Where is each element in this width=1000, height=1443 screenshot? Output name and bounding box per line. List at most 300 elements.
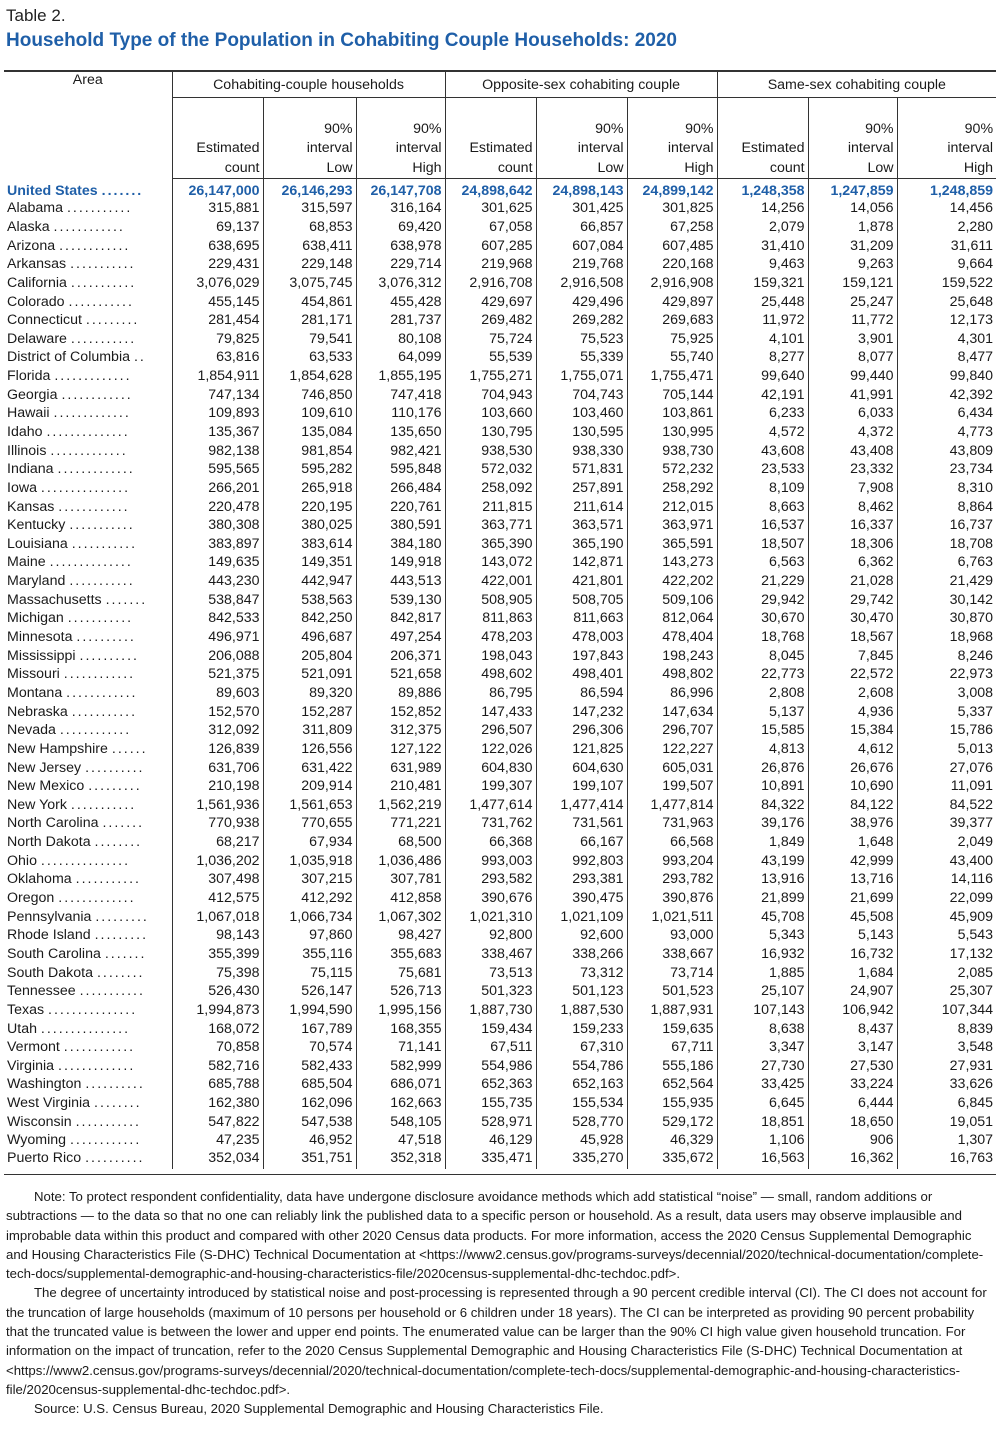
table-cell: 412,575	[172, 889, 263, 908]
table-cell: 99,840	[897, 367, 996, 386]
area-name	[4, 963, 172, 982]
table-cell: 69,137	[172, 218, 263, 237]
table-cell: 498,401	[536, 665, 627, 684]
table-cell: 355,399	[172, 945, 263, 964]
area-label: Alaska	[7, 218, 50, 235]
table-cell: 89,603	[172, 684, 263, 703]
table-cell: 8,246	[897, 646, 996, 665]
table-cell: 126,839	[172, 740, 263, 759]
table-cell: 109,610	[263, 404, 356, 423]
table-cell: 80,108	[356, 329, 445, 348]
table-cell: 3,076,312	[356, 274, 445, 293]
table-cell: 1,994,873	[172, 1001, 263, 1020]
table-cell: 86,594	[536, 684, 627, 703]
table-cell: 421,801	[536, 572, 627, 591]
area-name	[4, 1131, 172, 1150]
area-name	[4, 292, 172, 311]
table-cell: 39,176	[717, 814, 808, 833]
table-row	[4, 404, 996, 423]
table-cell: 4,372	[808, 423, 897, 442]
table-cell: 1,854,628	[263, 367, 356, 386]
area-name	[4, 572, 172, 591]
area-name	[4, 1112, 172, 1131]
table-cell: 412,292	[263, 889, 356, 908]
table-cell: 18,708	[897, 535, 996, 554]
table-row	[4, 646, 996, 665]
table-cell: 135,084	[263, 423, 356, 442]
table-cell: 2,085	[897, 963, 996, 982]
leader-dots: .......	[105, 591, 148, 608]
table-cell: 2,916,508	[536, 274, 627, 293]
area-label: New Jersey	[7, 759, 82, 776]
table-cell: 3,548	[897, 1038, 996, 1057]
table-cell: 1,561,936	[172, 796, 263, 815]
table-cell: 1,307	[897, 1131, 996, 1150]
table-cell: 127,122	[356, 740, 445, 759]
table-cell: 92,600	[536, 926, 627, 945]
leader-dots: ..........	[85, 1076, 145, 1093]
table-cell: 429,496	[536, 292, 627, 311]
leader-dots: ...........	[69, 517, 135, 534]
leader-dots: ............	[58, 498, 130, 515]
leader-dots: ...........	[66, 200, 133, 217]
area-name	[4, 889, 172, 908]
table-cell: 548,105	[356, 1112, 445, 1131]
area-name	[4, 479, 172, 498]
table-cell: 1,036,486	[356, 851, 445, 870]
table-cell: 7,908	[808, 479, 897, 498]
area-label: Kansas	[7, 498, 55, 515]
table-row	[4, 945, 996, 964]
area-name	[4, 907, 172, 926]
area-name	[4, 423, 172, 442]
table-row	[4, 851, 996, 870]
leader-dots: ..........	[76, 629, 136, 646]
area-label: North Dakota	[7, 834, 91, 851]
table-cell: 24,899,142	[627, 179, 717, 200]
table-cell: 70,858	[172, 1038, 263, 1057]
table-row	[4, 236, 996, 255]
table-row	[4, 702, 996, 721]
table-cell: 86,996	[627, 684, 717, 703]
area-name	[4, 684, 172, 703]
table-cell: 18,507	[717, 535, 808, 554]
table-cell: 75,398	[172, 963, 263, 982]
table-cell: 8,477	[897, 348, 996, 367]
table-cell: 6,763	[897, 553, 996, 572]
table-cell: 70,574	[263, 1038, 356, 1057]
table-cell: 1,021,109	[536, 907, 627, 926]
table-cell: 26,147,000	[172, 179, 263, 200]
table-cell: 335,270	[536, 1150, 627, 1169]
leader-dots: .......	[101, 182, 144, 199]
table-cell: 14,056	[808, 199, 897, 218]
table-cell: 21,229	[717, 572, 808, 591]
table-cell: 266,484	[356, 479, 445, 498]
table-cell: 747,418	[356, 385, 445, 404]
table-cell: 42,191	[717, 385, 808, 404]
area-label: Massachusetts	[7, 591, 102, 608]
table-cell: 98,427	[356, 926, 445, 945]
leader-dots: ..........	[85, 1149, 145, 1166]
area-label: California	[7, 274, 67, 291]
table-cell: 363,771	[445, 516, 536, 535]
table-cell: 122,026	[445, 740, 536, 759]
column-header-line: interval	[306, 140, 353, 156]
table-cell: 103,460	[536, 404, 627, 423]
table-cell: 68,217	[172, 833, 263, 852]
leader-dots: ...........	[79, 983, 145, 1000]
table-cell: 811,663	[536, 609, 627, 628]
leader-dots: ............	[59, 722, 132, 739]
table-cell: 41,991	[808, 385, 897, 404]
table-cell: 97,860	[263, 926, 356, 945]
table-cell: 99,640	[717, 367, 808, 386]
table-cell: 15,585	[717, 721, 808, 740]
area-label: Connecticut	[7, 312, 82, 329]
table-cell: 63,816	[172, 348, 263, 367]
area-label: Maryland	[7, 573, 66, 590]
table-cell: 24,898,642	[445, 179, 536, 200]
table-cell: 390,475	[536, 889, 627, 908]
header-group-row	[4, 72, 996, 98]
area-label: New Hampshire	[7, 740, 108, 757]
table-cell: 528,971	[445, 1112, 536, 1131]
table-cell: 99,440	[808, 367, 897, 386]
table-cell: 338,467	[445, 945, 536, 964]
leader-dots: .............	[54, 368, 132, 385]
area-name	[4, 646, 172, 665]
table-cell: 220,195	[263, 497, 356, 516]
table-cell: 982,138	[172, 441, 263, 460]
table-cell: 220,168	[627, 255, 717, 274]
table-cell: 46,952	[263, 1131, 356, 1150]
table-cell: 582,999	[356, 1056, 445, 1075]
table-cell: 1,887,530	[536, 1001, 627, 1020]
table-cell: 6,033	[808, 404, 897, 423]
table-row	[4, 982, 996, 1001]
table-cell: 981,854	[263, 441, 356, 460]
table-cell: 429,897	[627, 292, 717, 311]
table-cell: 21,429	[897, 572, 996, 591]
area-label: Kentucky	[7, 517, 66, 534]
table-cell: 45,909	[897, 907, 996, 926]
area-name	[4, 460, 172, 479]
leader-dots: ..............	[49, 554, 133, 571]
leader-dots: ............	[59, 237, 131, 254]
area-name	[4, 982, 172, 1001]
table-cell: 685,788	[172, 1075, 263, 1094]
table-cell: 1,887,730	[445, 1001, 536, 1020]
area-label: Delaware	[7, 330, 67, 347]
table-row	[4, 870, 996, 889]
table-cell: 652,564	[627, 1075, 717, 1094]
table-cell: 84,122	[808, 796, 897, 815]
table-cell: 66,568	[627, 833, 717, 852]
data-table	[4, 72, 996, 1169]
note-source: Source: U.S. Census Bureau, 2020 Supplemental Demographic and Housing Characteristics File.	[34, 1401, 604, 1417]
area-label: Texas	[7, 1001, 45, 1018]
table-cell: 43,199	[717, 851, 808, 870]
table-cell: 16,537	[717, 516, 808, 535]
table-cell: 45,928	[536, 1131, 627, 1150]
table-cell: 210,481	[356, 777, 445, 796]
table-cell: 103,660	[445, 404, 536, 423]
table-cell: 992,803	[536, 851, 627, 870]
table-cell: 75,724	[445, 329, 536, 348]
table-cell: 1,755,471	[627, 367, 717, 386]
area-label: Pennsylvania	[7, 908, 92, 925]
table-row	[4, 497, 996, 516]
area-label: South Carolina	[7, 945, 101, 962]
table-cell: 42,999	[808, 851, 897, 870]
column-header-line: interval	[847, 140, 894, 156]
table-cell: 2,049	[897, 833, 996, 852]
table-cell: 595,282	[263, 460, 356, 479]
table-cell: 167,789	[263, 1019, 356, 1038]
table-cell: 84,522	[897, 796, 996, 815]
table-cell: 33,626	[897, 1075, 996, 1094]
leader-dots: ...........	[70, 274, 137, 291]
leader-dots: ............	[63, 1039, 136, 1056]
table-cell: 258,092	[445, 479, 536, 498]
leader-dots: ..........	[79, 647, 139, 664]
table-cell: 8,045	[717, 646, 808, 665]
table-row	[4, 1094, 996, 1113]
table-cell: 66,368	[445, 833, 536, 852]
table-cell: 55,539	[445, 348, 536, 367]
table-cell: 209,914	[263, 777, 356, 796]
table-cell: 811,863	[445, 609, 536, 628]
table-cell: 554,986	[445, 1056, 536, 1075]
table-cell: 539,130	[356, 590, 445, 609]
table-cell: 122,227	[627, 740, 717, 759]
leader-dots: ............	[61, 386, 133, 403]
table-cell: 607,485	[627, 236, 717, 255]
table-cell: 422,202	[627, 572, 717, 591]
table-cell: 205,804	[263, 646, 356, 665]
column-header	[263, 98, 356, 179]
table-cell: 501,323	[445, 982, 536, 1001]
table-cell: 293,582	[445, 870, 536, 889]
table-cell: 75,523	[536, 329, 627, 348]
table-cell: 211,815	[445, 497, 536, 516]
column-header	[808, 98, 897, 179]
table-row	[4, 963, 996, 982]
table-cell: 75,115	[263, 963, 356, 982]
table-cell: 3,076,029	[172, 274, 263, 293]
table-cell: 45,508	[808, 907, 897, 926]
area-name	[4, 833, 172, 852]
table-cell: 380,591	[356, 516, 445, 535]
table-row	[4, 1019, 996, 1038]
table-cell: 652,163	[536, 1075, 627, 1094]
table-cell: 25,247	[808, 292, 897, 311]
table-cell: 528,770	[536, 1112, 627, 1131]
table-cell: 8,864	[897, 497, 996, 516]
table-cell: 149,351	[263, 553, 356, 572]
table-cell: 595,848	[356, 460, 445, 479]
table-cell: 16,337	[808, 516, 897, 535]
table-cell: 498,602	[445, 665, 536, 684]
table-cell: 3,347	[717, 1038, 808, 1057]
table-cell: 107,344	[897, 1001, 996, 1020]
leader-dots: ............	[53, 218, 125, 235]
table-cell: 13,916	[717, 870, 808, 889]
area-name	[4, 329, 172, 348]
area-name	[4, 851, 172, 870]
area-label: Arkansas	[7, 256, 67, 273]
area-label: Montana	[7, 684, 63, 701]
table-cell: 73,513	[445, 963, 536, 982]
table-cell: 19,051	[897, 1112, 996, 1131]
table-cell: 1,684	[808, 963, 897, 982]
table-cell: 352,318	[356, 1150, 445, 1169]
table-row	[4, 926, 996, 945]
table-cell: 14,116	[897, 870, 996, 889]
table-cell: 10,891	[717, 777, 808, 796]
area-label: Georgia	[7, 386, 58, 403]
area-name	[4, 1075, 172, 1094]
table-cell: 497,254	[356, 628, 445, 647]
area-label: Indiana	[7, 461, 54, 478]
table-cell: 496,971	[172, 628, 263, 647]
table-cell: 15,384	[808, 721, 897, 740]
column-header	[536, 98, 627, 179]
table-cell: 43,408	[808, 441, 897, 460]
table-cell: 842,533	[172, 609, 263, 628]
table-cell: 27,076	[897, 758, 996, 777]
table-row	[4, 460, 996, 479]
table-cell: 10,690	[808, 777, 897, 796]
table-cell: 315,597	[263, 199, 356, 218]
table-cell: 429,697	[445, 292, 536, 311]
table-cell: 159,321	[717, 274, 808, 293]
table-cell: 365,390	[445, 535, 536, 554]
table-cell: 266,201	[172, 479, 263, 498]
leader-dots: .............	[58, 1057, 136, 1074]
table-cell: 383,614	[263, 535, 356, 554]
area-name	[4, 441, 172, 460]
table-cell: 2,808	[717, 684, 808, 703]
table-cell: 68,853	[263, 218, 356, 237]
table-cell: 731,762	[445, 814, 536, 833]
table-cell: 21,899	[717, 889, 808, 908]
table-cell: 8,462	[808, 497, 897, 516]
table-cell: 335,471	[445, 1150, 536, 1169]
table-cell: 1,035,918	[263, 851, 356, 870]
table-cell: 307,498	[172, 870, 263, 889]
table-cell: 47,235	[172, 1131, 263, 1150]
table-cell: 155,735	[445, 1094, 536, 1113]
area-name	[4, 535, 172, 554]
table-cell: 312,375	[356, 721, 445, 740]
table-cell: 79,825	[172, 329, 263, 348]
table-cell: 1,248,859	[897, 179, 996, 200]
table-cell: 508,705	[536, 590, 627, 609]
column-header-line: count	[769, 159, 805, 176]
table-cell: 8,109	[717, 479, 808, 498]
table-cell: 704,743	[536, 385, 627, 404]
table-row	[4, 274, 996, 293]
table-cell: 2,280	[897, 218, 996, 237]
group-header-opposite-sex: Opposite-sex cohabiting couple	[445, 72, 717, 98]
table-cell: 1,067,018	[172, 907, 263, 926]
leader-dots: ..	[133, 349, 146, 366]
table-cell: 454,861	[263, 292, 356, 311]
table-cell: 89,320	[263, 684, 356, 703]
table-cell: 18,306	[808, 535, 897, 554]
table-row	[4, 423, 996, 442]
table-cell: 229,714	[356, 255, 445, 274]
area-name	[4, 274, 172, 293]
table-cell: 43,608	[717, 441, 808, 460]
table-row	[4, 758, 996, 777]
table-cell: 338,266	[536, 945, 627, 964]
table-cell: 538,563	[263, 590, 356, 609]
table-cell: 89,886	[356, 684, 445, 703]
table-cell: 9,463	[717, 255, 808, 274]
table-cell: 1,106	[717, 1131, 808, 1150]
table-cell: 68,500	[356, 833, 445, 852]
area-name	[4, 236, 172, 255]
table-cell: 529,172	[627, 1112, 717, 1131]
table-cell: 198,043	[445, 646, 536, 665]
table-cell: 686,071	[356, 1075, 445, 1094]
table-row	[4, 740, 996, 759]
table-cell: 22,773	[717, 665, 808, 684]
table-cell: 30,870	[897, 609, 996, 628]
area-label: Nebraska	[7, 703, 68, 720]
area-name	[4, 1038, 172, 1057]
table-cell: 582,433	[263, 1056, 356, 1075]
table-cell: 23,734	[897, 460, 996, 479]
table-cell: 14,456	[897, 199, 996, 218]
table-cell: 352,034	[172, 1150, 263, 1169]
table-cell: 18,851	[717, 1112, 808, 1131]
table-cell: 258,292	[627, 479, 717, 498]
table-cell: 39,377	[897, 814, 996, 833]
table-cell: 55,740	[627, 348, 717, 367]
table-cell: 509,106	[627, 590, 717, 609]
table-cell: 1,247,859	[808, 179, 897, 200]
leader-dots: ........	[94, 1095, 142, 1112]
table-cell: 982,421	[356, 441, 445, 460]
area-label: Missouri	[7, 666, 60, 683]
table-cell: 29,742	[808, 590, 897, 609]
table-cell: 315,881	[172, 199, 263, 218]
area-label: Mississippi	[7, 647, 76, 664]
table-cell: 6,233	[717, 404, 808, 423]
table-cell: 219,968	[445, 255, 536, 274]
table-cell: 199,507	[627, 777, 717, 796]
area-label: Wisconsin	[7, 1113, 72, 1130]
table-cell: 33,425	[717, 1075, 808, 1094]
table-cell: 5,343	[717, 926, 808, 945]
table-cell: 211,614	[536, 497, 627, 516]
area-name	[4, 1094, 172, 1113]
table-cell: 8,663	[717, 497, 808, 516]
group-header-same-sex: Same-sex cohabiting couple	[717, 72, 996, 98]
leader-dots: ...........	[69, 573, 135, 590]
table-cell: 443,513	[356, 572, 445, 591]
area-name	[4, 1150, 172, 1169]
table-cell: 26,146,293	[263, 179, 356, 200]
area-name	[4, 758, 172, 777]
area-name	[4, 721, 172, 740]
table-cell: 135,367	[172, 423, 263, 442]
area-name	[4, 255, 172, 274]
